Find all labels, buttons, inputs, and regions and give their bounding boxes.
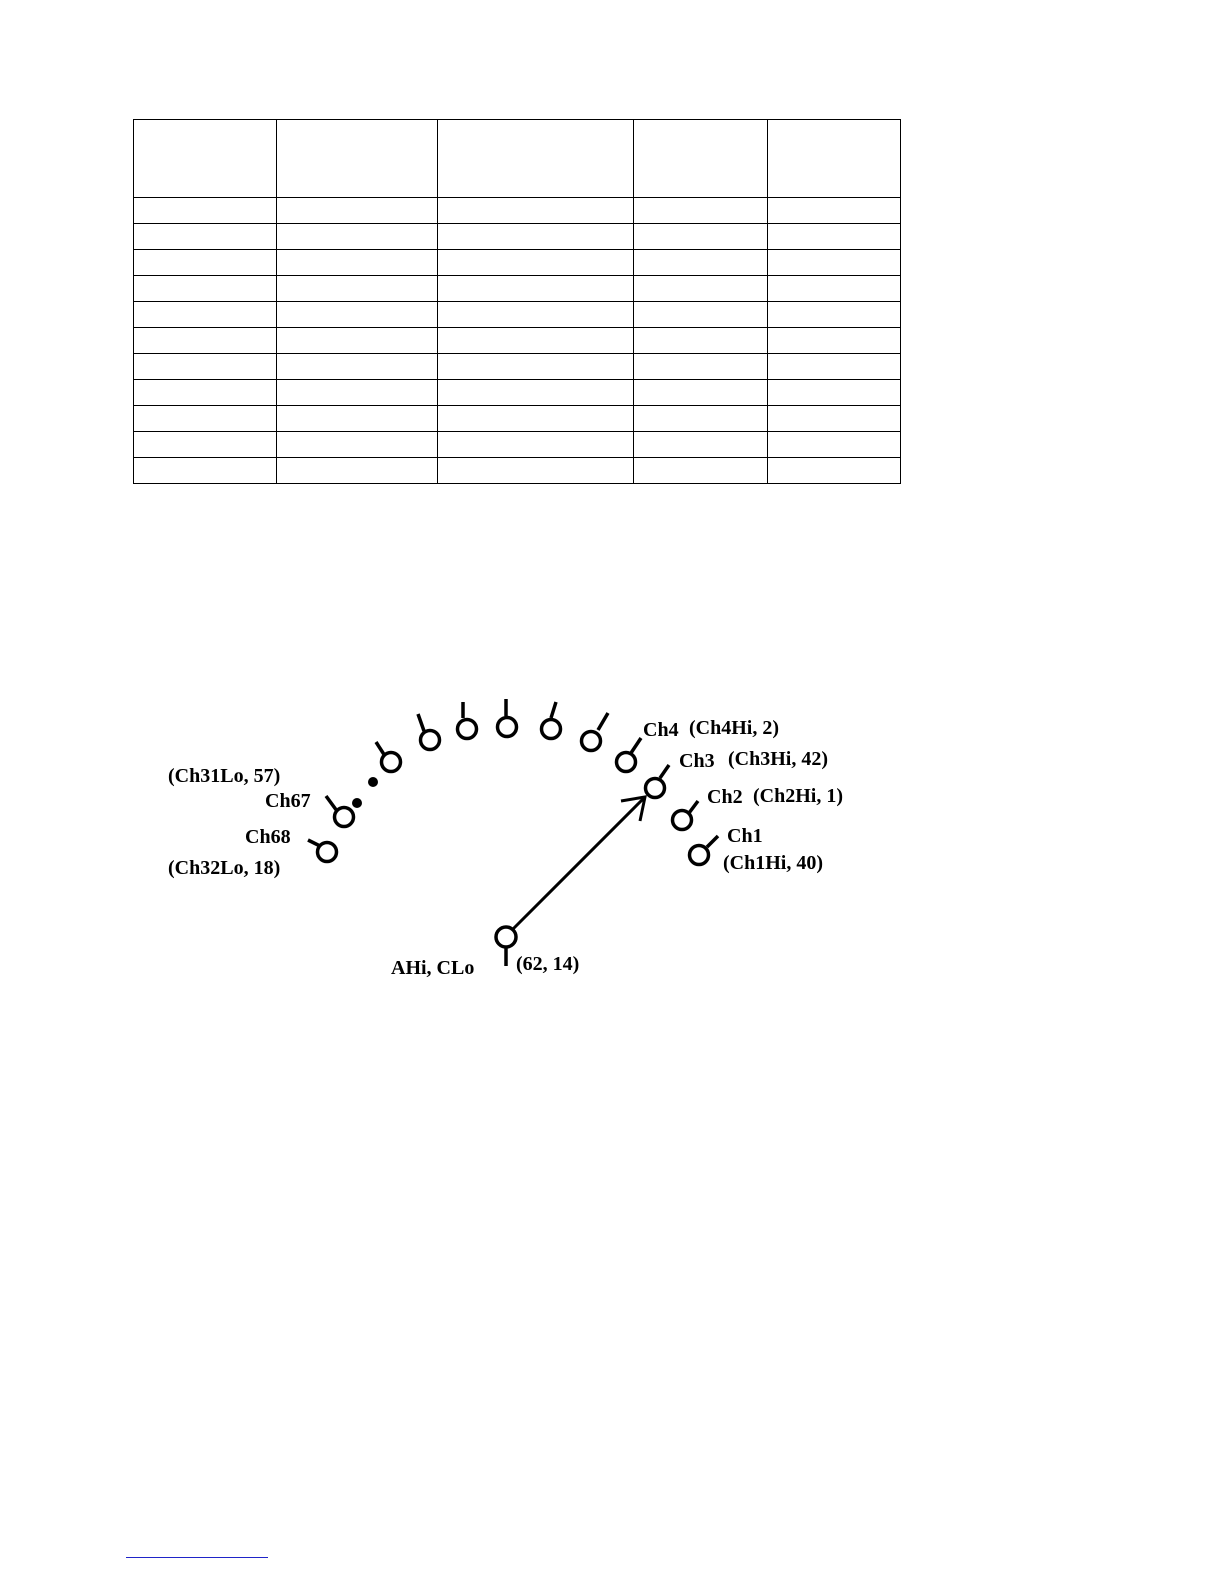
label-common: AHi, CLo	[391, 957, 475, 979]
terminal-tick	[707, 836, 718, 847]
terminal-circle	[542, 720, 561, 739]
terminal-circle	[421, 731, 440, 750]
label-ch3-value: (Ch3Hi, 42)	[728, 748, 828, 770]
terminal-circle	[617, 753, 636, 772]
terminal-circle	[318, 843, 337, 862]
terminal-tick	[326, 796, 337, 811]
label-ch4-value: (Ch4Hi, 2)	[689, 717, 779, 739]
label-common-value: (62, 14)	[516, 953, 580, 975]
terminal-circle	[496, 927, 516, 947]
terminal-circle	[646, 779, 665, 798]
terminal-circle	[690, 846, 709, 865]
terminal-tick	[631, 738, 641, 753]
terminal-circle	[382, 753, 401, 772]
terminal-ch1	[690, 836, 719, 865]
terminal-circle	[673, 811, 692, 830]
label-ch67: Ch67	[265, 790, 311, 812]
ellipsis-dot	[352, 798, 362, 808]
terminal	[498, 699, 517, 737]
terminal-ch3	[646, 765, 670, 798]
terminal-circle	[582, 732, 601, 751]
label-ch68: Ch68	[245, 826, 291, 848]
terminal-tick	[551, 702, 556, 718]
terminal	[376, 742, 401, 772]
terminal-tick	[598, 713, 608, 730]
terminal-ch67	[326, 796, 354, 827]
terminal-circle	[458, 720, 477, 739]
terminal	[582, 713, 609, 751]
terminal	[458, 702, 477, 739]
label-ch3: Ch3	[679, 750, 715, 772]
terminal-tick	[660, 765, 669, 778]
footnote-separator	[126, 1557, 268, 1558]
terminal-ch4	[617, 738, 642, 772]
wiper-arrow-line	[513, 797, 645, 929]
label-ch2-value: (Ch2Hi, 1)	[753, 785, 843, 807]
label-ch31-value: (Ch31Lo, 57)	[168, 765, 281, 787]
terminal-circle	[498, 718, 517, 737]
terminal	[542, 702, 561, 739]
label-ch1-value: (Ch1Hi, 40)	[723, 852, 823, 874]
label-ch4: Ch4	[643, 719, 679, 741]
label-ch1: Ch1	[727, 825, 763, 847]
terminal-circle	[335, 808, 354, 827]
terminal-ch2	[673, 801, 699, 830]
label-ch2: Ch2	[707, 786, 743, 808]
ellipsis-dot	[368, 777, 378, 787]
label-ch32-value: (Ch32Lo, 18)	[168, 857, 281, 879]
terminal-tick	[689, 801, 698, 813]
terminal-tick	[418, 714, 424, 731]
terminal-ch68	[308, 840, 337, 862]
common-terminal	[496, 797, 645, 966]
terminal	[418, 714, 440, 750]
